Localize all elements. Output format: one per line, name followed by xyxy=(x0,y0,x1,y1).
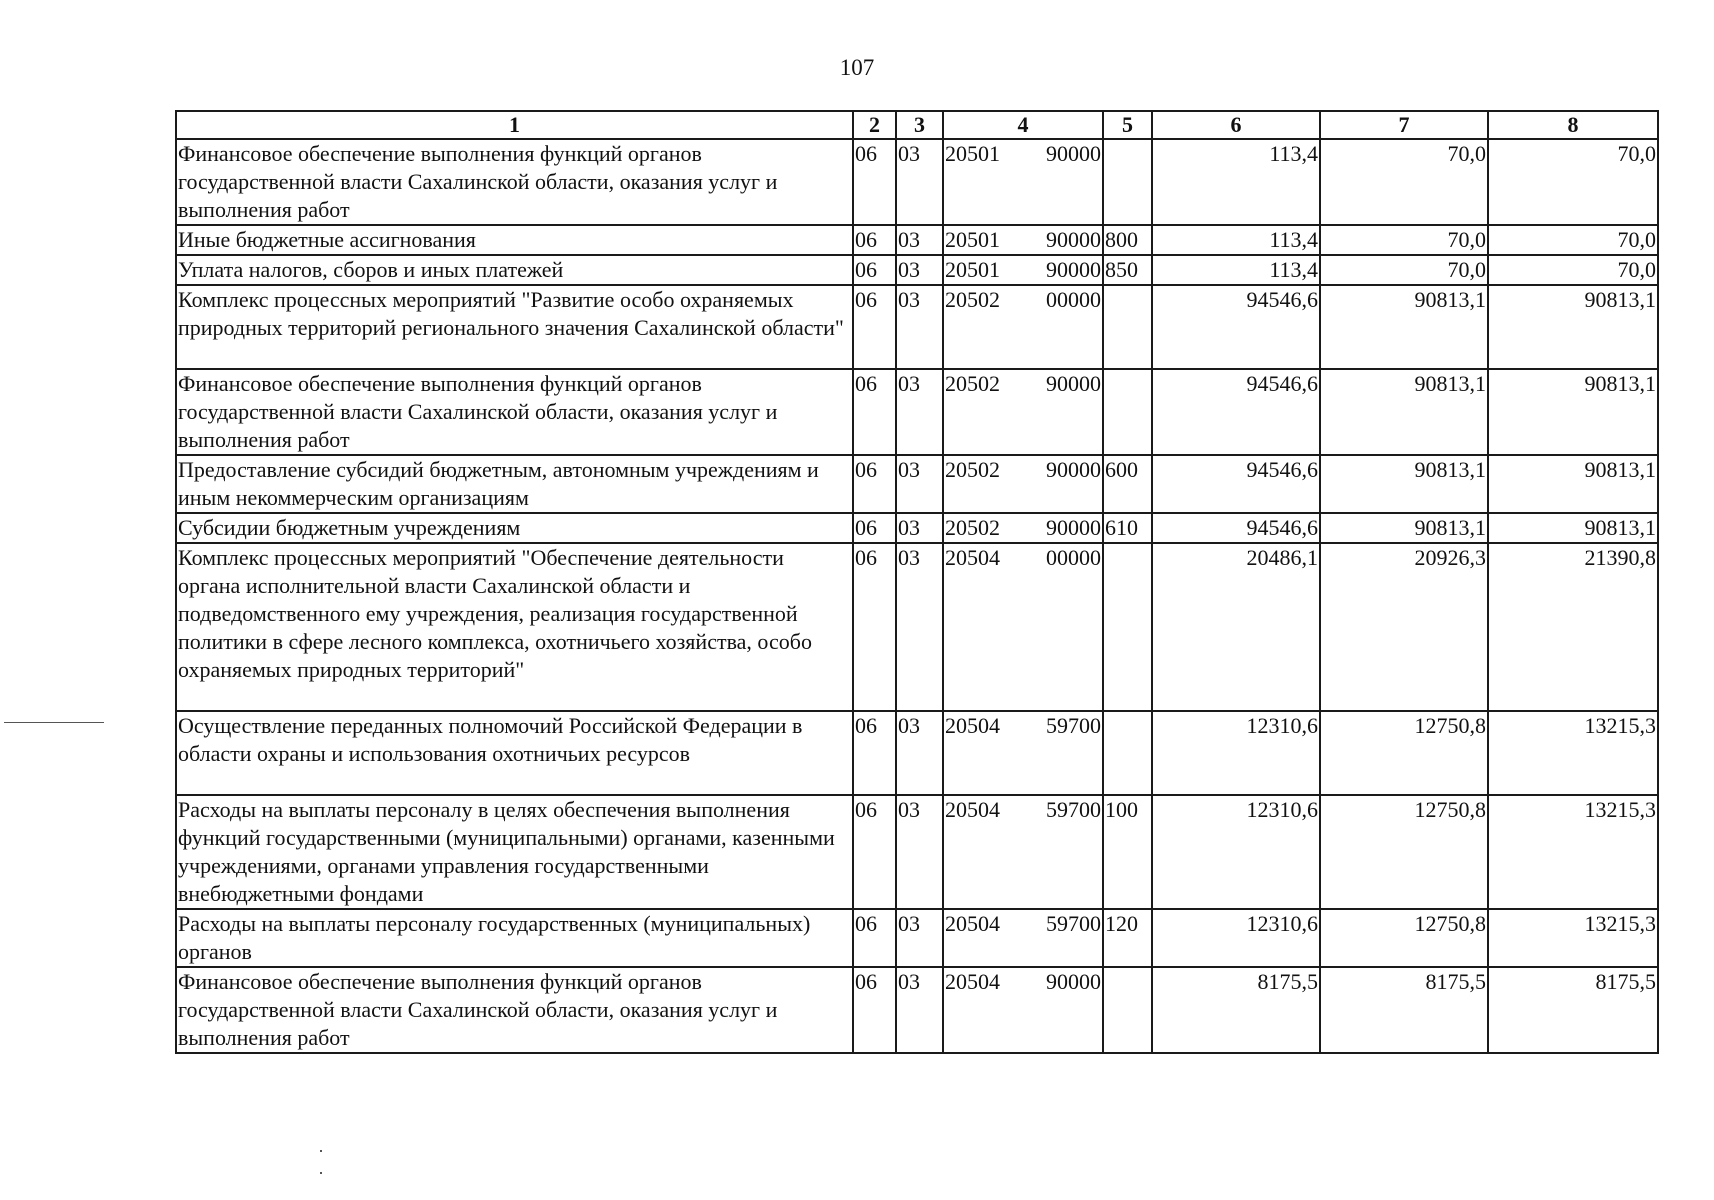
expense-type-cell: 800 xyxy=(1103,225,1152,255)
scan-mark xyxy=(320,1150,322,1152)
target-article-cell xyxy=(943,369,1103,455)
target-article-part-2: 90000 xyxy=(1046,141,1101,166)
amount-cell-col6: 113,4 xyxy=(1152,225,1320,255)
amount-cell-col8: 8175,5 xyxy=(1488,967,1658,1053)
target-article-cell xyxy=(943,139,1103,225)
column-header: 8 xyxy=(1488,111,1658,139)
section-code-cell: 06 xyxy=(853,543,896,711)
section-code-cell: 06 xyxy=(853,285,896,369)
row-name-cell: Иные бюджетные ассигнования xyxy=(176,225,853,255)
amount-cell-col6: 94546,6 xyxy=(1152,369,1320,455)
target-article-part-1: 20504 xyxy=(945,911,1000,936)
section-code-cell: 06 xyxy=(853,795,896,909)
amount-cell-col8: 90813,1 xyxy=(1488,285,1658,369)
row-name-cell: Субсидии бюджетным учреждениям xyxy=(176,513,853,543)
amount-cell-col7: 70,0 xyxy=(1320,255,1488,285)
target-article-part-1: 20502 xyxy=(945,287,1000,312)
amount-cell-col7: 20926,3 xyxy=(1320,543,1488,711)
column-header: 7 xyxy=(1320,111,1488,139)
target-article-part-2: 00000 xyxy=(1046,545,1101,570)
target-article-part-2: 59700 xyxy=(1046,911,1101,936)
expense-type-cell: 610 xyxy=(1103,513,1152,543)
table-row xyxy=(176,795,1658,909)
target-article-part-2: 90000 xyxy=(1046,227,1101,252)
column-header: 6 xyxy=(1152,111,1320,139)
expense-type-cell xyxy=(1103,369,1152,455)
amount-cell-col6: 20486,1 xyxy=(1152,543,1320,711)
amount-cell-col6: 113,4 xyxy=(1152,139,1320,225)
subsection-code-cell: 03 xyxy=(896,285,943,369)
amount-cell-col7: 12750,8 xyxy=(1320,795,1488,909)
expense-type-cell xyxy=(1103,711,1152,795)
section-code-cell: 06 xyxy=(853,909,896,967)
amount-cell-col8: 90813,1 xyxy=(1488,513,1658,543)
target-article-cell xyxy=(943,285,1103,369)
table-row xyxy=(176,255,1658,285)
amount-cell-col6: 12310,6 xyxy=(1152,711,1320,795)
scan-mark xyxy=(4,722,104,723)
subsection-code-cell: 03 xyxy=(896,967,943,1053)
target-article-part-2: 59700 xyxy=(1046,797,1101,822)
target-article-part-2: 90000 xyxy=(1046,515,1101,540)
row-name-cell: Финансовое обеспечение выполнения функций органов государственной власти Сахалинской области, оказания услуг и выполнения работ xyxy=(176,139,853,225)
target-article-cell xyxy=(943,967,1103,1053)
table-row xyxy=(176,139,1658,225)
amount-cell-col6: 94546,6 xyxy=(1152,455,1320,513)
page-number: 107 xyxy=(839,55,875,80)
target-article-part-1: 20504 xyxy=(945,713,1000,738)
target-article-part-1: 20502 xyxy=(945,457,1000,482)
section-code-cell: 06 xyxy=(853,455,896,513)
target-article-part-2: 90000 xyxy=(1046,257,1101,282)
amount-cell-col8: 70,0 xyxy=(1488,225,1658,255)
column-header: 4 xyxy=(943,111,1103,139)
target-article-part-2: 90000 xyxy=(1046,371,1101,396)
subsection-code-cell: 03 xyxy=(896,711,943,795)
section-code-cell: 06 xyxy=(853,139,896,225)
section-code-cell: 06 xyxy=(853,369,896,455)
section-code-cell: 06 xyxy=(853,967,896,1053)
expense-type-cell xyxy=(1103,139,1152,225)
section-code-cell: 06 xyxy=(853,711,896,795)
target-article-part-1: 20504 xyxy=(945,969,1000,994)
target-article-part-2: 90000 xyxy=(1046,457,1101,482)
table-row xyxy=(176,543,1658,711)
budget-table xyxy=(175,110,1659,1054)
amount-cell-col7: 90813,1 xyxy=(1320,513,1488,543)
column-header: 5 xyxy=(1103,111,1152,139)
amount-cell-col7: 70,0 xyxy=(1320,225,1488,255)
table-row xyxy=(176,225,1658,255)
target-article-part-1: 20502 xyxy=(945,371,1000,396)
target-article-cell xyxy=(943,513,1103,543)
row-name-cell: Расходы на выплаты персоналу в целях обеспечения выполнения функций государственными (муниципальными) органами, казенными учреждениями, органами управления государственными внебюджетными фондами xyxy=(176,795,853,909)
row-name-cell: Финансовое обеспечение выполнения функций органов государственной власти Сахалинской области, оказания услуг и выполнения работ xyxy=(176,369,853,455)
table-row xyxy=(176,909,1658,967)
amount-cell-col6: 12310,6 xyxy=(1152,909,1320,967)
target-article-cell xyxy=(943,795,1103,909)
amount-cell-col8: 13215,3 xyxy=(1488,795,1658,909)
target-article-part-1: 20501 xyxy=(945,141,1000,166)
target-article-cell xyxy=(943,909,1103,967)
subsection-code-cell: 03 xyxy=(896,139,943,225)
amount-cell-col7: 12750,8 xyxy=(1320,711,1488,795)
table-row xyxy=(176,285,1658,369)
table-row xyxy=(176,369,1658,455)
amount-cell-col8: 90813,1 xyxy=(1488,369,1658,455)
subsection-code-cell: 03 xyxy=(896,795,943,909)
expense-type-cell xyxy=(1103,967,1152,1053)
subsection-code-cell: 03 xyxy=(896,513,943,543)
table-row xyxy=(176,967,1658,1053)
amount-cell-col8: 21390,8 xyxy=(1488,543,1658,711)
column-header: 2 xyxy=(853,111,896,139)
target-article-part-2: 90000 xyxy=(1046,969,1101,994)
amount-cell-col8: 13215,3 xyxy=(1488,711,1658,795)
target-article-cell xyxy=(943,255,1103,285)
target-article-part-2: 00000 xyxy=(1046,287,1101,312)
section-code-cell: 06 xyxy=(853,225,896,255)
expense-type-cell: 120 xyxy=(1103,909,1152,967)
target-article-cell xyxy=(943,225,1103,255)
row-name-cell: Осуществление переданных полномочий Российской Федерации в области охраны и использования охотничьих ресурсов xyxy=(176,711,853,795)
row-name-cell: Комплекс процессных мероприятий "Обеспечение деятельности органа исполнительной власти Сахалинской области и подведомственного ему учреждения, реализация государственной политики в сфере лесного комплекса, охотничьего хозяйства, особо охраняемых природных территорий" xyxy=(176,543,853,711)
table-row xyxy=(176,711,1658,795)
amount-cell-col7: 90813,1 xyxy=(1320,369,1488,455)
subsection-code-cell: 03 xyxy=(896,455,943,513)
table-row xyxy=(176,455,1658,513)
amount-cell-col7: 12750,8 xyxy=(1320,909,1488,967)
target-article-part-2: 59700 xyxy=(1046,713,1101,738)
amount-cell-col8: 90813,1 xyxy=(1488,455,1658,513)
amount-cell-col8: 70,0 xyxy=(1488,139,1658,225)
scan-mark xyxy=(320,1172,322,1174)
expense-type-cell: 850 xyxy=(1103,255,1152,285)
target-article-part-1: 20504 xyxy=(945,797,1000,822)
expense-type-cell: 600 xyxy=(1103,455,1152,513)
section-code-cell: 06 xyxy=(853,513,896,543)
table-body xyxy=(176,139,1658,1053)
target-article-part-1: 20501 xyxy=(945,257,1000,282)
subsection-code-cell: 03 xyxy=(896,255,943,285)
row-name-cell: Расходы на выплаты персоналу государственных (муниципальных) органов xyxy=(176,909,853,967)
subsection-code-cell: 03 xyxy=(896,369,943,455)
amount-cell-col7: 90813,1 xyxy=(1320,285,1488,369)
column-header: 3 xyxy=(896,111,943,139)
expense-type-cell xyxy=(1103,543,1152,711)
amount-cell-col6: 8175,5 xyxy=(1152,967,1320,1053)
amount-cell-col7: 8175,5 xyxy=(1320,967,1488,1053)
column-header: 1 xyxy=(176,111,853,139)
expense-type-cell: 100 xyxy=(1103,795,1152,909)
row-name-cell: Комплекс процессных мероприятий "Развитие особо охраняемых природных территорий регионального значения Сахалинской области" xyxy=(176,285,853,369)
subsection-code-cell: 03 xyxy=(896,543,943,711)
amount-cell-col6: 94546,6 xyxy=(1152,513,1320,543)
target-article-cell xyxy=(943,543,1103,711)
target-article-cell xyxy=(943,711,1103,795)
amount-cell-col6: 94546,6 xyxy=(1152,285,1320,369)
table-row xyxy=(176,513,1658,543)
amount-cell-col7: 90813,1 xyxy=(1320,455,1488,513)
target-article-part-1: 20504 xyxy=(945,545,1000,570)
subsection-code-cell: 03 xyxy=(896,909,943,967)
target-article-part-1: 20502 xyxy=(945,515,1000,540)
expense-type-cell xyxy=(1103,285,1152,369)
amount-cell-col8: 13215,3 xyxy=(1488,909,1658,967)
amount-cell-col7: 70,0 xyxy=(1320,139,1488,225)
amount-cell-col8: 70,0 xyxy=(1488,255,1658,285)
subsection-code-cell: 03 xyxy=(896,225,943,255)
row-name-cell: Уплата налогов, сборов и иных платежей xyxy=(176,255,853,285)
section-code-cell: 06 xyxy=(853,255,896,285)
amount-cell-col6: 113,4 xyxy=(1152,255,1320,285)
amount-cell-col6: 12310,6 xyxy=(1152,795,1320,909)
row-name-cell: Финансовое обеспечение выполнения функций органов государственной власти Сахалинской области, оказания услуг и выполнения работ xyxy=(176,967,853,1053)
target-article-cell xyxy=(943,455,1103,513)
row-name-cell: Предоставление субсидий бюджетным, автономным учреждениям и иным некоммерческим организациям xyxy=(176,455,853,513)
header-row xyxy=(176,111,1658,139)
target-article-part-1: 20501 xyxy=(945,227,1000,252)
